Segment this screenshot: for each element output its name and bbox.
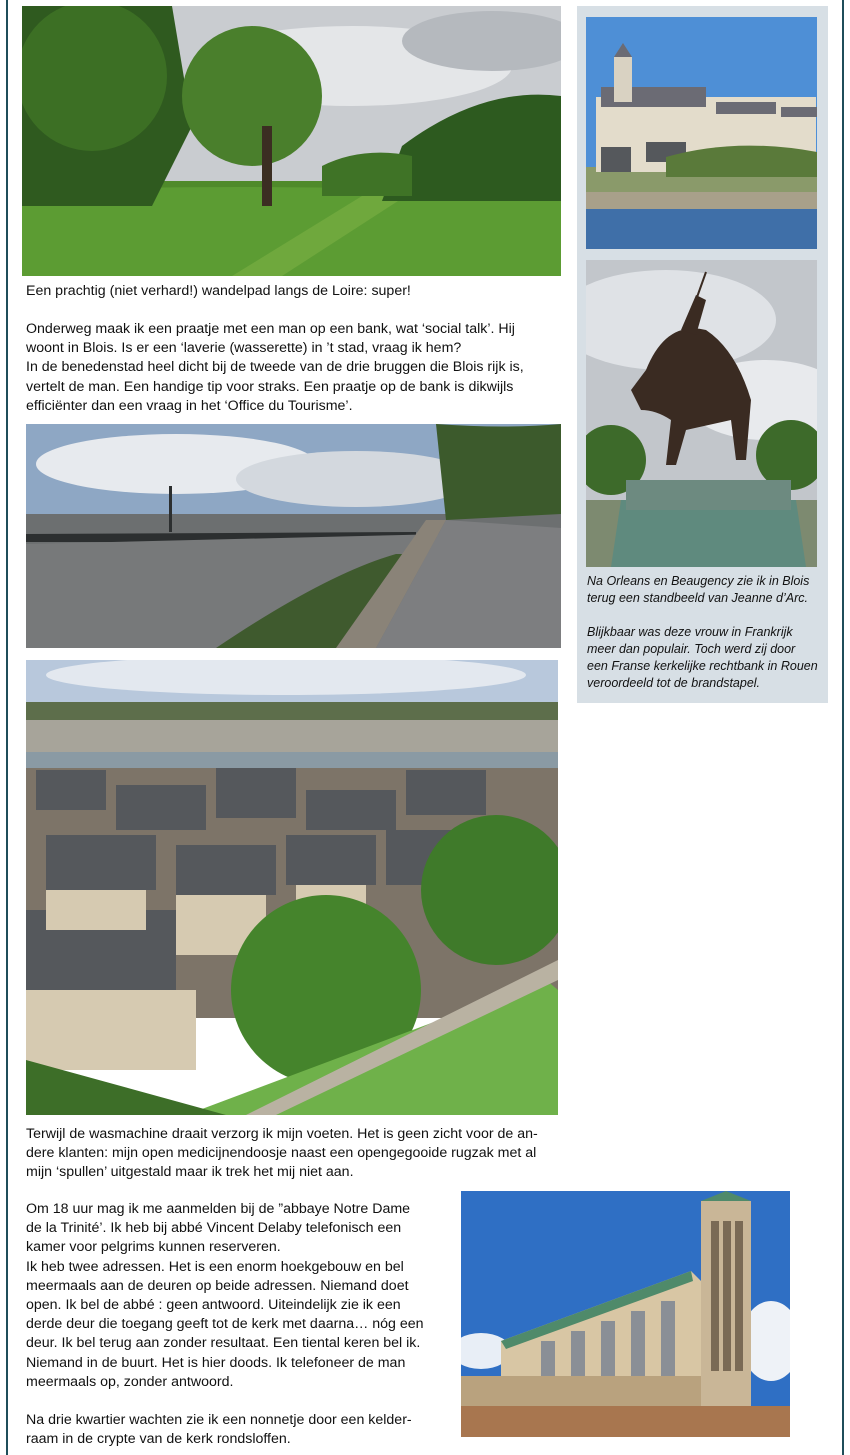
photo-blois-bridge <box>26 424 561 648</box>
text-line: kamer voor pelgrims kunnen reserveren. <box>26 1239 281 1256</box>
text-line: Om 18 uur mag ik me aanmelden bij de ”abbaye Notre Dame <box>26 1201 411 1217</box>
text-line: Niemand in de buurt. Het is hier doods. Ik telefoneer de man <box>26 1354 406 1371</box>
text-line: Ik heb twee adressen. Het is een enorm hoekgebouw en bel <box>26 1258 404 1275</box>
caption-loire-path: Een prachtig (niet verhard!) wandelpad langs de Loire: super! <box>26 283 411 299</box>
text-line: efficiënter dan een vraag in het ‘Office du Tourisme’. <box>26 397 353 414</box>
text-line: meermaals op, zonder antwoord. <box>26 1373 234 1390</box>
text-line: deur. Ik bel terug aan zonder resultaat. Een tiental keren bel ik. <box>26 1335 421 1352</box>
caption-line: meer dan populair. Toch werd zij door <box>587 642 796 656</box>
text-line: mijn ‘spullen’ uitgestald maar ik trek het mij niet aan. <box>26 1164 354 1181</box>
photo-jeanne-darc-statue <box>586 260 817 567</box>
text-line: vertelt de man. Een handige tip voor straks. Een praatje op de bank is dikwijls <box>26 378 514 395</box>
text-line: de la Trinité’. Ik heb bij abbé Vincent Delaby telefonisch een <box>26 1220 402 1237</box>
photo-loire-path <box>22 6 561 276</box>
page-border-right <box>842 0 844 1455</box>
text-line: Onderweg maak ik een praatje met een man op een bank, wat ‘social talk’. Hij <box>26 321 515 337</box>
paragraph-abbey <box>26 1200 456 1449</box>
caption-line: terug een standbeeld van Jeanne d’Arc. <box>587 591 808 605</box>
photo-blois-rooftops <box>26 660 558 1115</box>
paragraph-social-talk <box>26 320 566 416</box>
text-line: dere klanten: mijn open medicijnendoosje naast een opengegooide rugzak met al <box>26 1145 537 1162</box>
text-line: open. Ik bel de abbé : geen antwoord. Uiteindelijk zie ik een <box>26 1297 401 1314</box>
photo-blois-cathedral <box>586 17 817 249</box>
text-line: raam in de crypte van de kerk rondsloffen. <box>26 1431 291 1448</box>
text-line: Na drie kwartier wachten zie ik een nonnetje door een kelder- <box>26 1412 412 1429</box>
caption-statue <box>587 573 819 692</box>
text-line: Terwijl de wasmachine draait verzorg ik mijn voeten. Het is geen zicht voor de an- <box>26 1126 538 1142</box>
photo-abbey-trinite <box>461 1191 790 1437</box>
caption-line: Na Orleans en Beaugency zie ik in Blois <box>587 574 810 588</box>
text-line: woont in Blois. Is er een ‘laverie (wasserette) in ’t stad, vraag ik hem? <box>26 340 462 357</box>
text-line: In de benedenstad heel dicht bij de tweede van de drie bruggen die Blois rijk is, <box>26 359 524 376</box>
page-border-left <box>6 0 8 1455</box>
caption-line: veroordeeld tot de brandstapel. <box>587 676 761 690</box>
caption-line: een Franse kerkelijke rechtbank in Rouen <box>587 659 818 673</box>
caption-line: Blijkbaar was deze vrouw in Frankrijk <box>587 625 793 639</box>
text-line: derde deur die toegang geeft tot de kerk met daarna… nóg een <box>26 1316 424 1333</box>
paragraph-laundry <box>26 1125 566 1183</box>
text-line: meermaals aan de deuren op beide adressen. Niemand doet <box>26 1277 409 1294</box>
